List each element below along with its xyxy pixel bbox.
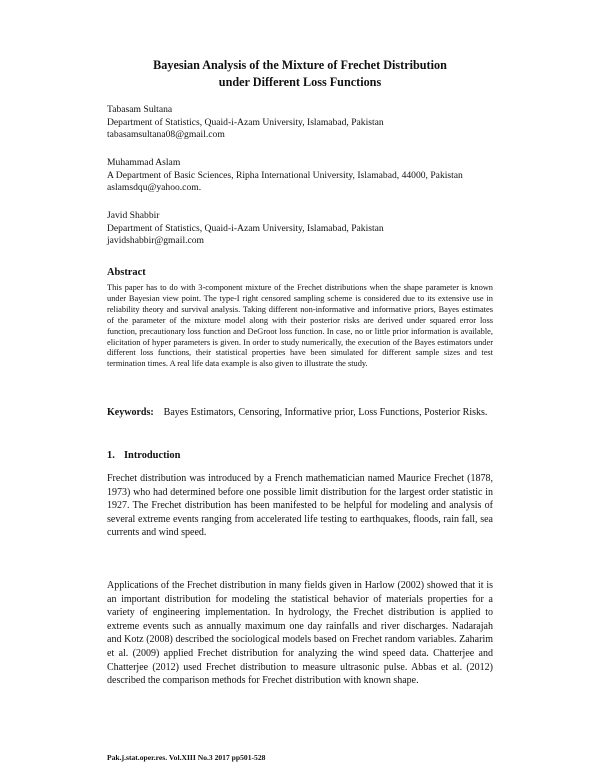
keywords <box>107 406 493 420</box>
section-number: 1. <box>107 450 115 461</box>
author-block-1 <box>107 104 547 142</box>
keywords-text: Bayes Estimators, Censoring, Informative prior, Loss Functions, Posterior Risks. <box>163 407 488 418</box>
introduction-heading <box>107 450 180 462</box>
abstract-text: This paper has to do with 3-component mixture of the Frechet distributions when the shape parameter is known under Bayesian view point. The type-I right censored sampling scheme is considered due to its extensive use in reliability theory and survival analysis. Taking different non-informative and informative priors, Bayes estimates of the parameter of the mixture model along with their posterior risks are derived under squared error loss function, precautionary loss function and DeGroot loss function. In case, no or little prior information is available, elicitation of hyper parameters is given. In order to study numerically, the execution of the Bayes estimators under different loss functions, their statistical properties have been simulated for different sample sizes and test termination times. A real life data example is also given to illustrate the study. <box>107 283 493 369</box>
author-affiliation: Department of Statistics, Quaid-i-Azam University, Islamabad, Pakistan <box>107 116 384 128</box>
author-block-2 <box>107 157 547 195</box>
journal-citation-footer: Pak.j.stat.oper.res. Vol.XIII No.3 2017 pp501-528 <box>107 753 266 762</box>
paper-title <box>0 57 600 91</box>
author-name: Tabasam Sultana <box>107 104 173 115</box>
author-affiliation: Department of Statistics, Quaid-i-Azam University, Islamabad, Pakistan <box>107 222 384 234</box>
author-name: Muhammad Aslam <box>107 157 181 168</box>
keywords-label: Keywords: <box>107 407 154 418</box>
author-email: aslamsdqu@yahoo.com. <box>107 182 202 194</box>
author-block-3 <box>107 210 547 248</box>
title-line-2: under Different Loss Functions <box>218 75 382 89</box>
intro-paragraph-2: Applications of the Frechet distribution in many fields given in Harlow (2002) showed that it is an important distribution for modeling the statistical behavior of materials properties for a variety of engineering implementation. In hydrology, the Frechet distribution is applied to extreme events such as annually maximum one day rainfalls and river discharges. Nadarajah and Kotz (2008) described the sociological models based on Frechet random variables. Zaharim et al. (2009) applied Frechet distribution for analyzing the wind speed data. Chatterjee and Chatterjee (2012) used Frechet distribution to measure ultrasonic pulse. Abbas et al. (2012) described the comparison methods for Frechet distribution with known shape. <box>107 580 493 687</box>
author-email: tabasamsultana08@gmail.com <box>107 129 225 141</box>
intro-paragraph-1: Frechet distribution was introduced by a French mathematician named Maurice Frechet (1878, 1973) who had determined before one possible limit distribution for the largest order statistic in 1927. The Frechet distribution has been manifested to be helpful for modeling and analysis of several extreme events ranging from accelerated life testing to earthquakes, floods, rain fall, sea currents and wind speed. <box>107 473 493 539</box>
author-affiliation: A Department of Basic Sciences, Ripha International University, Islamabad, 44000, Pakistan <box>107 169 463 181</box>
section-title: Introduction <box>124 450 181 461</box>
author-email: javidshabbir@gmail.com <box>107 235 205 247</box>
title-line-1: Bayesian Analysis of the Mixture of Frechet Distribution <box>153 58 447 72</box>
author-name: Javid Shabbir <box>107 210 160 221</box>
abstract-heading: Abstract <box>107 267 146 278</box>
